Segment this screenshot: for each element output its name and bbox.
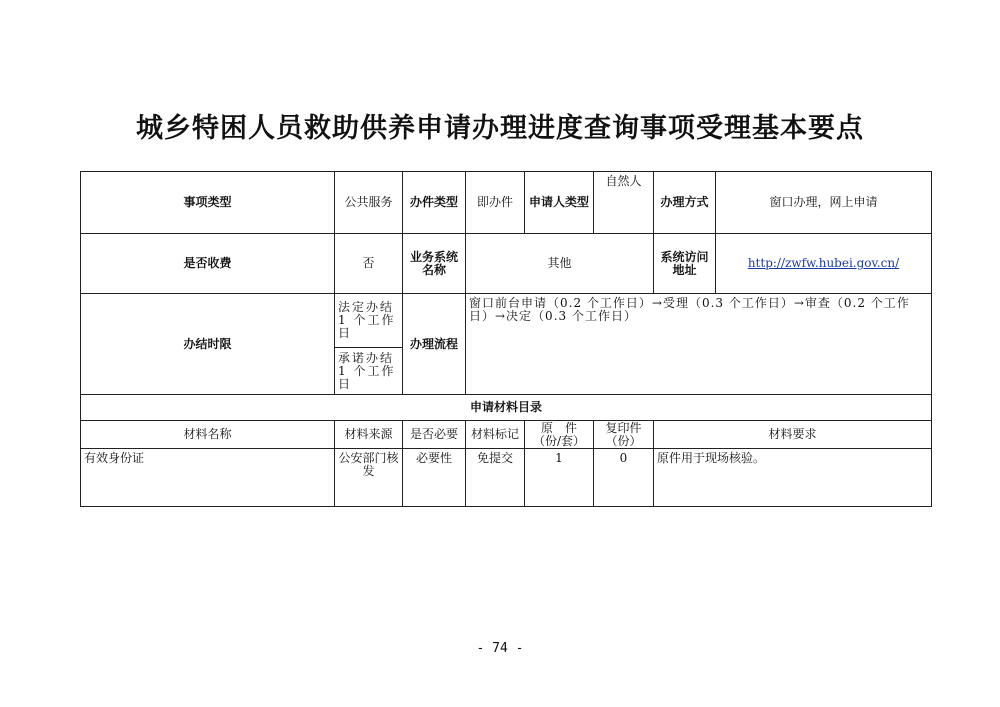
legal-time-limit: 法定办结 1 个工作日 (335, 294, 403, 348)
promised-time-limit: 承诺办结 1 个工作日 (335, 348, 403, 395)
applicant-type-value: 自然人 (594, 172, 654, 234)
applicant-type-label: 申请人类型 (525, 172, 594, 234)
handling-method-label: 办理方式 (654, 172, 716, 234)
system-url-label: 系统访问地址 (654, 234, 716, 294)
item-type-row (81, 172, 932, 234)
material-source: 公安部门核发 (335, 449, 403, 507)
case-type-value: 即办件 (466, 172, 525, 234)
header-copy-count: 复印件（份） (594, 421, 654, 449)
system-url-cell (716, 234, 932, 294)
header-material-source: 材料来源 (335, 421, 403, 449)
system-url-link[interactable]: http://zwfw.hubei.gov.cn/ (747, 256, 900, 270)
header-required: 是否必要 (403, 421, 466, 449)
header-material-mark: 材料标记 (466, 421, 525, 449)
materials-section-title: 申请材料目录 (81, 395, 932, 421)
document-title: 城乡特困人员救助供养申请办理进度查询事项受理基本要点 (136, 113, 864, 144)
material-original-count: 1 (525, 449, 594, 507)
business-system-value: 其他 (466, 234, 654, 294)
material-copy-count: 0 (594, 449, 654, 507)
header-material-name: 材料名称 (81, 421, 335, 449)
header-original-count: 原 件（份/套） (525, 421, 594, 449)
business-system-label: 业务系统名称 (403, 234, 466, 294)
material-required: 必要性 (403, 449, 466, 507)
item-type-label: 事项类型 (81, 172, 335, 234)
handling-method-value: 窗口办理，网上申请 (716, 172, 932, 234)
process-label: 办理流程 (403, 294, 466, 395)
material-requirement: 原件用于现场核验。 (654, 449, 932, 507)
header-material-requirement: 材料要求 (654, 421, 932, 449)
material-row (81, 449, 932, 507)
case-type-label: 办件类型 (403, 172, 466, 234)
material-name: 有效身份证 (81, 449, 335, 507)
page-number: - 74 - (476, 641, 524, 656)
requirements-table (80, 171, 932, 507)
item-type-value: 公共服务 (335, 172, 403, 234)
fee-value: 否 (335, 234, 403, 294)
materials-section-row (81, 395, 932, 421)
materials-header-row (81, 421, 932, 449)
fee-label: 是否收费 (81, 234, 335, 294)
material-mark: 免提交 (466, 449, 525, 507)
fee-row (81, 234, 932, 294)
time-limit-label: 办结时限 (81, 294, 335, 395)
process-value: 窗口前台申请（0.2 个工作日）→受理（0.3 个工作日）→审查（0.2 个工作日）→决定（0.3 个工作日） (466, 294, 932, 395)
time-limit-row (81, 294, 932, 348)
